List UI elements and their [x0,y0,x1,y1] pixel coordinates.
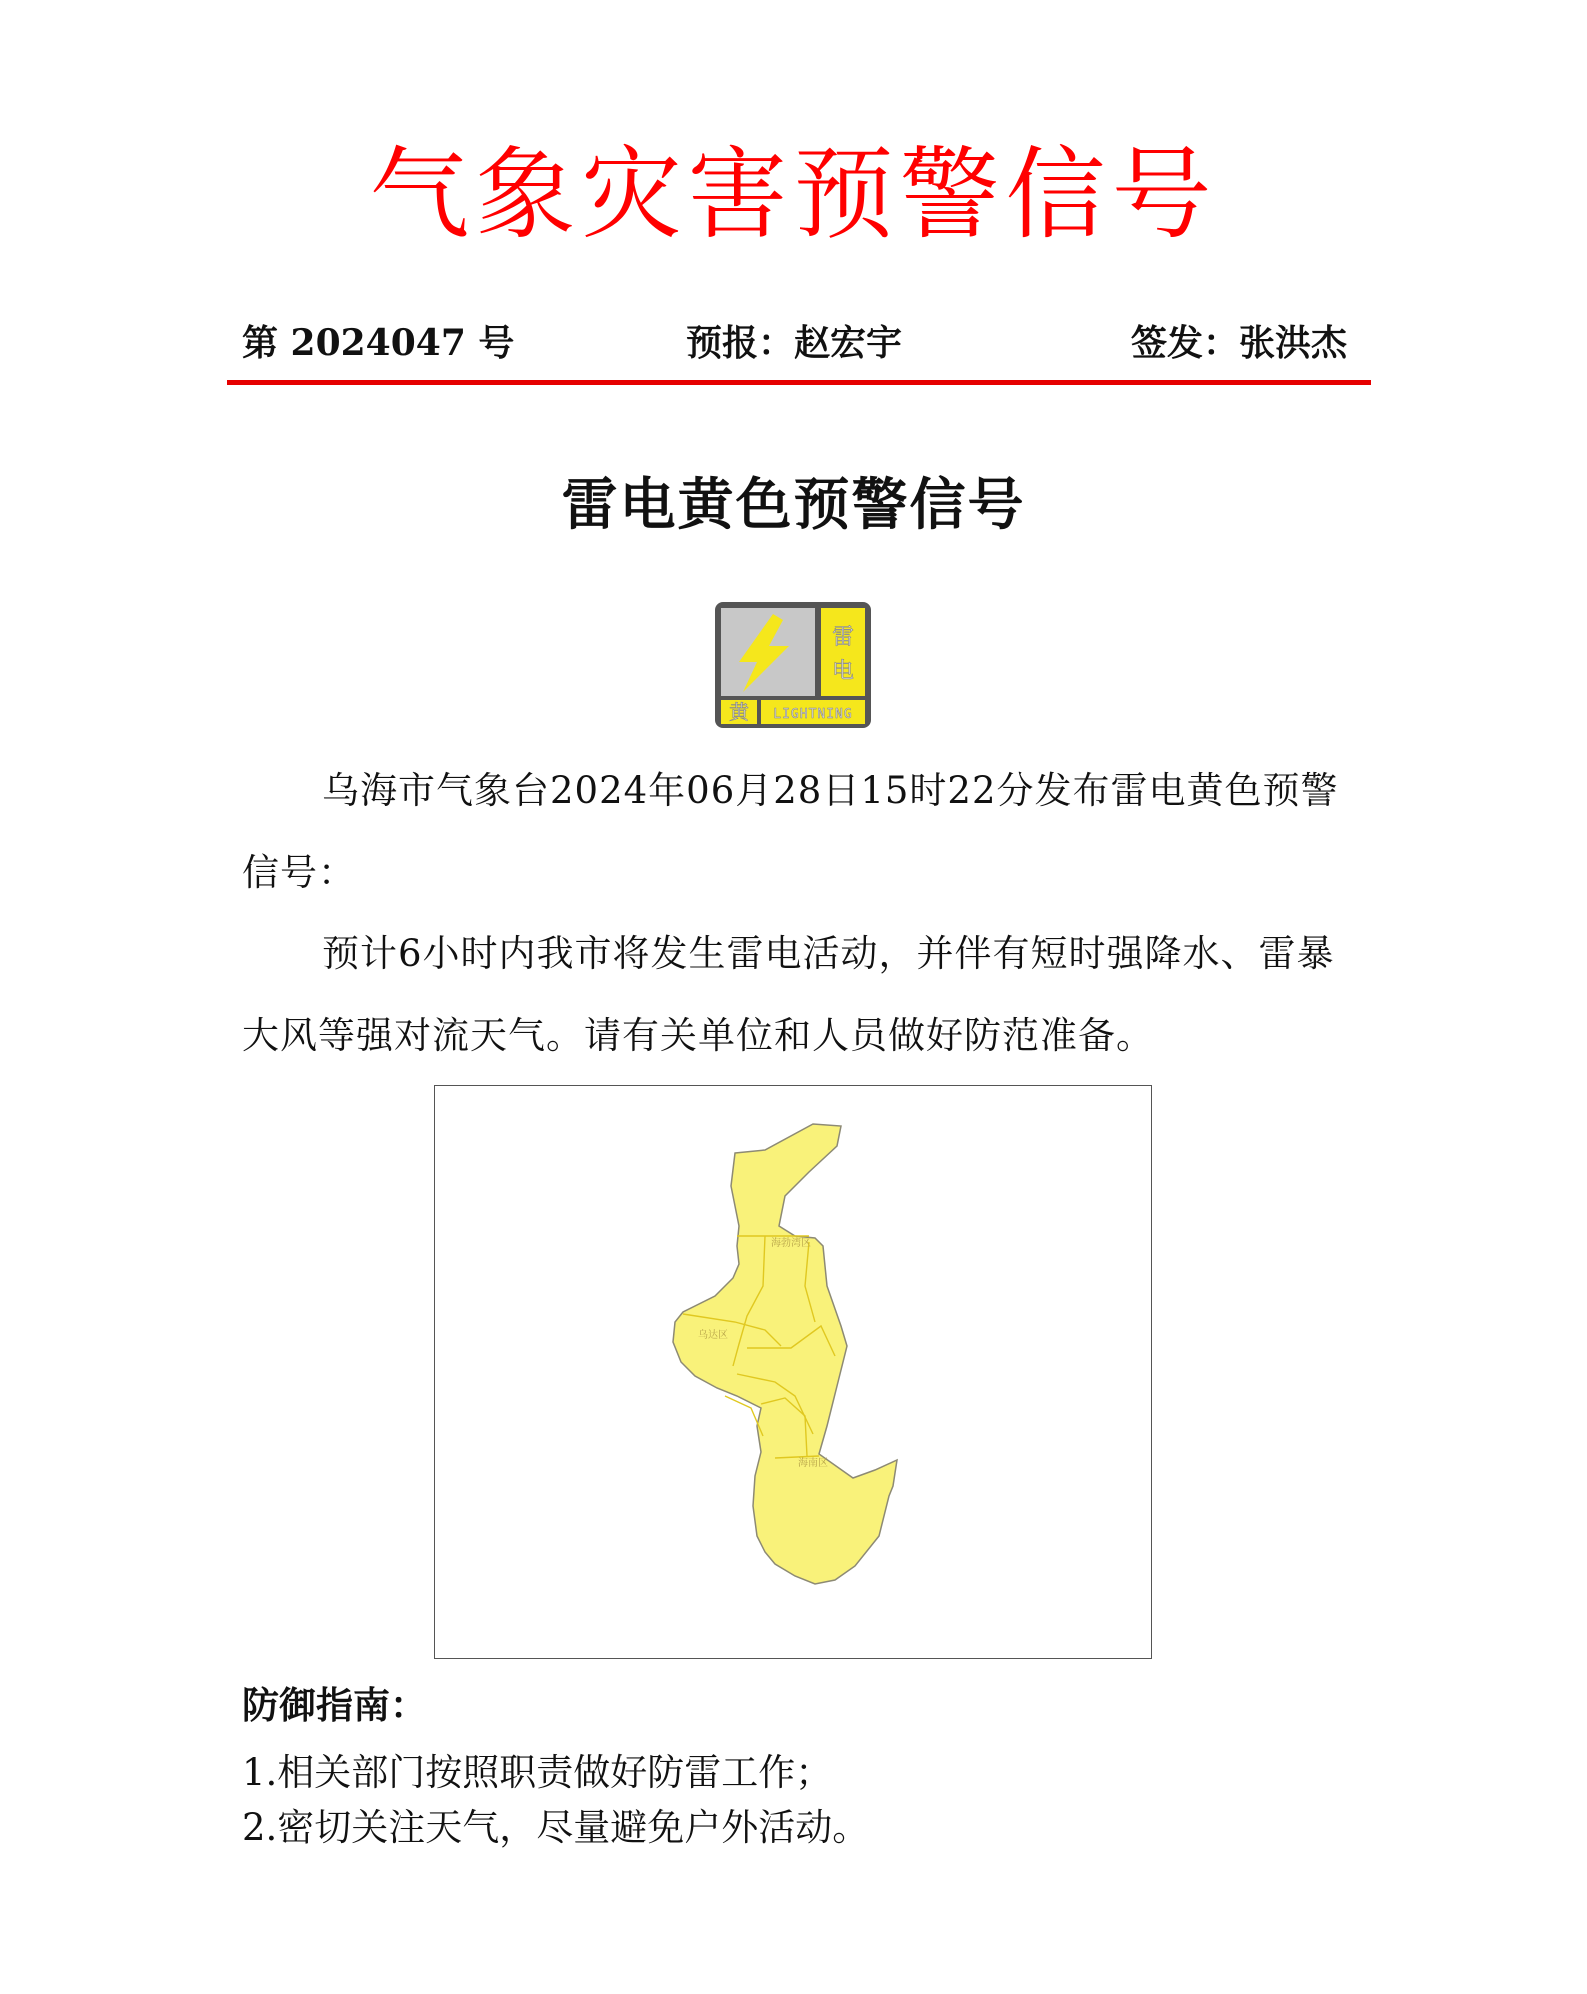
icon-english-label: LIGHTNING [773,707,853,722]
red-divider [227,380,1371,385]
paragraph-forecast: 预计6小时内我市将发生雷电活动，并伴有短时强降水、雷暴大风等强对流天气。请有关单位和人员做好防范准备。 [242,932,1335,1057]
district-label-wuda: 乌达区 [698,1330,728,1341]
icon-char-top: 雷 [831,625,855,650]
paragraph-issue-notice: 乌海市气象台2024年06月28日15时22分发布雷电黄色预警信号： [242,769,1339,894]
forecaster: 预报：赵宏宇 [686,322,903,364]
icon-char-bottom: 电 [831,659,855,684]
document-number: 第 2024047 号 [242,322,515,364]
district-label-haibowan: 海勃湾区 [771,1238,811,1249]
defense-guide-heading: 防御指南： [242,1683,427,1727]
document-title: 气象灾害预警信号 [369,136,1218,253]
document-meta-row [242,318,1347,368]
issuer: 签发：张洪杰 [1130,322,1347,364]
icon-color-label: 黄 [729,700,749,724]
warning-area-map [434,1085,1152,1659]
defense-guide-item: 1.相关部门按照职责做好防雷工作； [242,1751,833,1794]
district-label-hainan: 海南区 [798,1458,828,1469]
warning-region-shading [673,1124,897,1584]
signal-title: 雷电黄色预警信号 [561,472,1026,538]
lightning-yellow-warning-icon [713,600,873,730]
defense-guide-item: 2.密切关注天气，尽量避免户外活动。 [242,1806,870,1849]
